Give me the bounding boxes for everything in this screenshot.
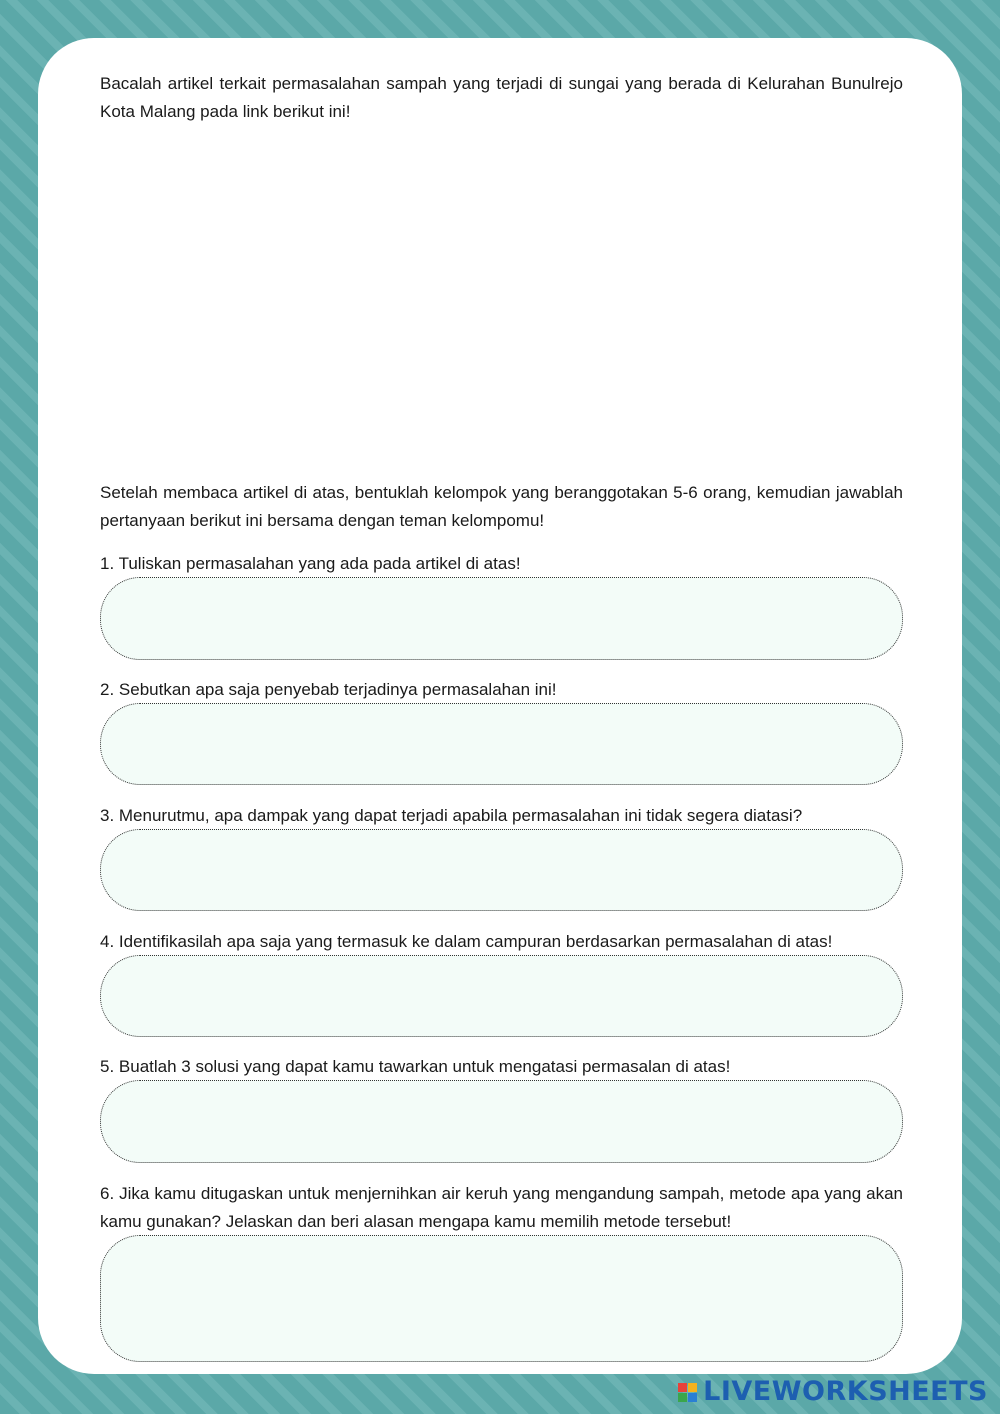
answer-box-1[interactable] xyxy=(100,577,903,660)
answer-box-2[interactable] xyxy=(100,703,903,785)
question-1: 1. Tuliskan permasalahan yang ada pada artikel di atas! xyxy=(100,554,521,573)
answer-box-3[interactable] xyxy=(100,829,903,911)
question-2: 2. Sebutkan apa saja penyebab terjadinya permasalahan ini! xyxy=(100,680,557,699)
mark-square-l xyxy=(678,1383,687,1392)
logo-text: LIVEWORKSHEETS xyxy=(703,1376,988,1407)
mark-square-v xyxy=(678,1393,687,1402)
mark-square-i xyxy=(688,1383,697,1392)
question-4: 4. Identifikasilah apa saja yang termasuk ke dalam campuran berdasarkan permasalahan di atas! xyxy=(100,932,833,951)
intro-text: Bacalah artikel terkait permasalahan sampah yang terjadi di sungai yang berada di Kelurahan Bunulrejo Kota Malang pada link berikut ini! xyxy=(100,74,903,121)
answer-box-5[interactable] xyxy=(100,1080,903,1163)
instructions-text: Setelah membaca artikel di atas, bentuklah kelompok yang beranggotakan 5-6 orang, kemudian jawablah pertanyaan berikut ini bersama dengan teman kelompomu! xyxy=(100,483,903,530)
answer-box-4[interactable] xyxy=(100,955,903,1037)
question-5: 5. Buatlah 3 solusi yang dapat kamu tawarkan untuk mengatasi permasalan di atas! xyxy=(100,1057,731,1076)
question-3: 3. Menurutmu, apa dampak yang dapat terjadi apabila permasalahan ini tidak segera diatasi? xyxy=(100,806,803,825)
mark-square-e xyxy=(688,1393,697,1402)
liveworksheets-logo[interactable] xyxy=(678,1374,988,1410)
question-6: 6. Jika kamu ditugaskan untuk menjernihkan air keruh yang mengandung sampah, metode apa yang akan kamu gunakan? Jelaskan dan beri alasan mengapa kamu memilih metode tersebut! xyxy=(100,1184,903,1231)
liveworksheets-mark-icon xyxy=(678,1383,697,1402)
answer-box-6[interactable] xyxy=(100,1235,903,1362)
